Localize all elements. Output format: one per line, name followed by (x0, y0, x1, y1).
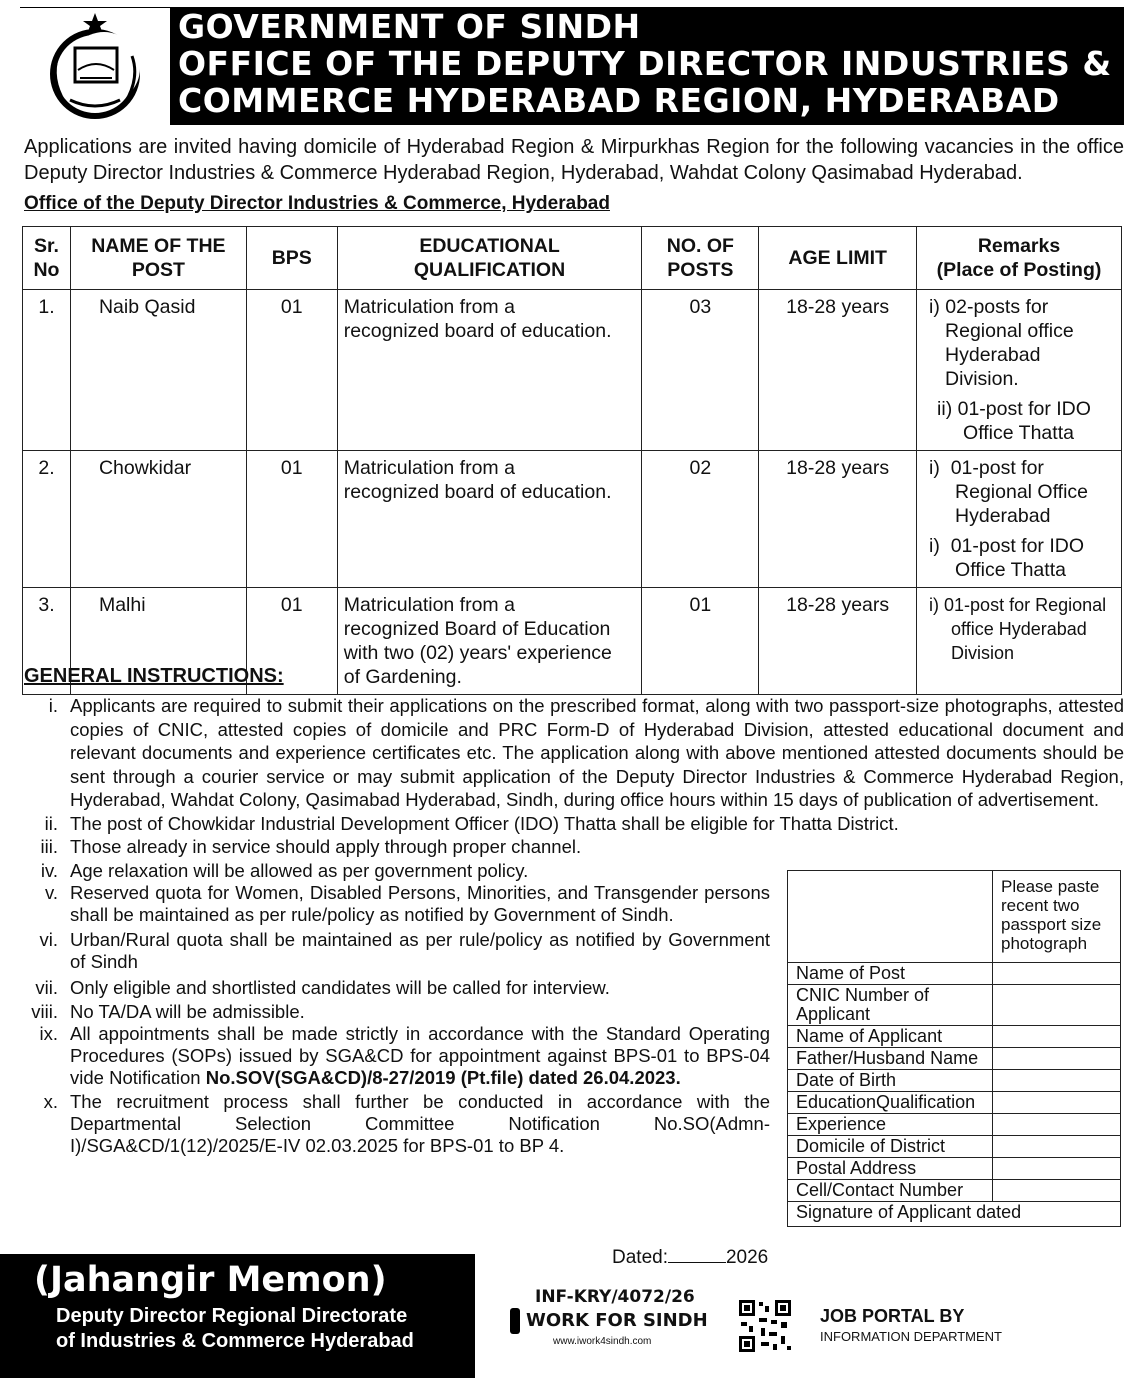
cell-posts: 03 (642, 290, 759, 451)
form-row: Domicile of District (788, 1136, 1121, 1158)
list-item: x. The recruitment process shall further be conducted in accordance with the Departmental Selection Committee Notification No.SO(Admn-I)/SGA&CD/1(12)/2025/E-IV 02.03.2025 for BPS-01 to BP 4. (43, 1091, 770, 1156)
cell-post: Malhi (70, 588, 246, 695)
header-qualification: EDUCATIONAL QUALIFICATION (337, 227, 642, 290)
form-value-cell[interactable] (993, 963, 1121, 985)
cell-posts: 01 (642, 588, 759, 695)
cell-remarks: i) 01-post for Regional Office Hyderabad i) 01-post for IDO Office Thatta (917, 451, 1122, 588)
table-row (23, 451, 1122, 588)
cell-remarks: i) 01-post for Regional office Hyderabad Division (917, 588, 1122, 695)
photo-placeholder: Please paste recent two passport size photograph (993, 871, 1121, 963)
cell-age: 18-28 years (759, 451, 917, 588)
cell-qualification: Matriculation from a recognized Board of Education with two (02) years' experience of Gardening. (337, 588, 642, 695)
list-item: iii. Those already in service should apply through proper channel. (40, 836, 582, 857)
cell-age: 18-28 years (759, 290, 917, 451)
dated-line: Dated: 2026 (612, 1247, 769, 1268)
form-row: EducationQualification (788, 1092, 1121, 1114)
form-row: Name of Post (788, 963, 1121, 985)
header-line-1: GOVERNMENT OF SINDH (178, 7, 641, 46)
general-instructions-title: GENERAL INSTRUCTIONS: (24, 665, 284, 687)
header-posts: NO. OF POSTS (642, 227, 759, 290)
date-blank (668, 1246, 726, 1263)
cell-sr: 1. (23, 290, 71, 451)
intro-paragraph: Applications are invited having domicile of Hyderabad Region & Mirpurkhas Region for the following vacancies in the office Deputy Director Industries & Commerce Hyderabad Region, Hyderabad, Wahdat Colony Qasimabad Hyderabad. (24, 136, 1124, 184)
cell-age: 18-28 years (759, 588, 917, 695)
list-item: ii. The post of Chowkidar Industrial Development Officer (IDO) Thatta shall be eligible for Thatta District. (44, 812, 899, 834)
form-signature-row: Signature of Applicant dated (788, 1202, 1121, 1227)
header-line-3: COMMERCE HYDERABAD REGION, HYDERABAD (178, 81, 1060, 120)
cell-post: Chowkidar (70, 451, 246, 588)
office-heading: Office of the Deputy Director Industries & Commerce, Hyderabad (24, 193, 610, 214)
form-row: Experience (788, 1114, 1121, 1136)
form-value-cell[interactable] (993, 1180, 1121, 1202)
header-post: NAME OF THE POST (70, 227, 246, 290)
form-row: Cell/Contact Number (788, 1180, 1121, 1202)
header-title (178, 8, 1112, 119)
form-value-cell[interactable] (993, 1092, 1121, 1114)
header-age: AGE LIMIT (759, 227, 917, 290)
qr-code-icon[interactable] (737, 1298, 793, 1354)
list-item: v. Reserved quota for Women, Disabled Persons, Minorities, and Transgender persons shall be maintained as per rule/policy as notified by Government of Sindh. (44, 882, 770, 925)
brand-i-icon (510, 1308, 520, 1334)
form-value-cell[interactable] (993, 1158, 1121, 1180)
cell-sr: 2. (23, 451, 71, 588)
table-row (23, 290, 1122, 451)
brand-url[interactable]: www.iwork4sindh.com (553, 1336, 652, 1347)
cell-post: Naib Qasid (70, 290, 246, 451)
cell-qualification: Matriculation from a recognized board of education. (337, 290, 642, 451)
sindh-government-logo (20, 8, 170, 126)
cell-sr: 3. (23, 588, 71, 695)
signatory-name: (Jahangir Memon) (34, 1260, 387, 1300)
cell-posts: 02 (642, 451, 759, 588)
header-remarks: Remarks (Place of Posting) (917, 227, 1122, 290)
cell-remarks: i) 02-posts for Regional office Hyderabad Division. ii) 01-post for IDO Office Thatta (917, 290, 1122, 451)
work-for-sindh-logo: WORK FOR SINDH (510, 1308, 708, 1334)
list-item: vi. Urban/Rural quota shall be maintained as per rule/policy as notified by Government of Sindh (39, 929, 770, 972)
notification-reference: No.SOV(SGA&CD)/8-27/2019 (Pt.file) dated 26.04.2023. (205, 1067, 681, 1088)
form-value-cell[interactable] (993, 1114, 1121, 1136)
list-item: i. Applicants are required to submit their applications on the prescribed format, along with two passport-size photographs, attested copies of CNIC, attested copies of domicile and PRC Form-D of Hyderabad Division, attested educational document and relevant documents and experience certificates etc. The application along with above mentioned attested documents should be sent through a courier service or may submit application of the Deputy Director Industries & Commerce Hyderabad Region, Hyderabad, Wahdat Colony, Qasimabad Hyderabad, Sindh, during office hours within 15 days of publication of advertisement. (48, 695, 1124, 810)
form-row: Name of Applicant (788, 1026, 1121, 1048)
signatory-block (0, 1254, 475, 1378)
cell-bps: 01 (246, 588, 337, 695)
job-portal-subtitle: INFORMATION DEPARTMENT (820, 1329, 1002, 1344)
list-item: vii. Only eligible and shortlisted candidates will be called for interview. (35, 977, 610, 998)
list-item: iv. Age relaxation will be allowed as per government policy. (40, 859, 529, 881)
job-portal-title: JOB PORTAL BY (820, 1306, 965, 1326)
cell-bps: 01 (246, 290, 337, 451)
form-row: CNIC Number of Applicant (788, 985, 1121, 1026)
form-value-cell[interactable] (993, 1048, 1121, 1070)
form-value-cell[interactable] (993, 1026, 1121, 1048)
header-line-2: OFFICE OF THE DEPUTY DIRECTOR INDUSTRIES & (178, 44, 1112, 83)
form-row: Date of Birth (788, 1070, 1121, 1092)
cell-qualification: Matriculation from a recognized board of education. (337, 451, 642, 588)
application-form (787, 870, 1121, 1288)
form-row: Postal Address (788, 1158, 1121, 1180)
list-item: viii. No TA/DA will be admissible. (31, 1000, 305, 1022)
form-value-cell[interactable] (993, 1136, 1121, 1158)
inf-code: INF-KRY/4072/26 (535, 1287, 695, 1307)
header-bps: BPS (246, 227, 337, 290)
form-blank-cell (788, 871, 993, 963)
form-value-cell[interactable] (993, 985, 1121, 1026)
form-value-cell[interactable] (993, 1070, 1121, 1092)
header-sr: Sr. No (23, 227, 71, 290)
cell-bps: 01 (246, 451, 337, 588)
vacancies-table (22, 226, 1122, 695)
form-row: Father/Husband Name (788, 1048, 1121, 1070)
signatory-designation: Deputy Director Regional Directorate of Industries & Commerce Hyderabad (56, 1305, 414, 1352)
table-header-row (23, 227, 1122, 290)
list-item: ix. All appointments shall be made strictly in accordance with the Standard Operating Procedures (SOPs) issued by SGA&CD for appointment against BPS-01 to BPS-04 vide Notification No.SOV(SGA&CD)/8-27/2019 (Pt.file) dated 26.04.2023. (39, 1023, 770, 1088)
